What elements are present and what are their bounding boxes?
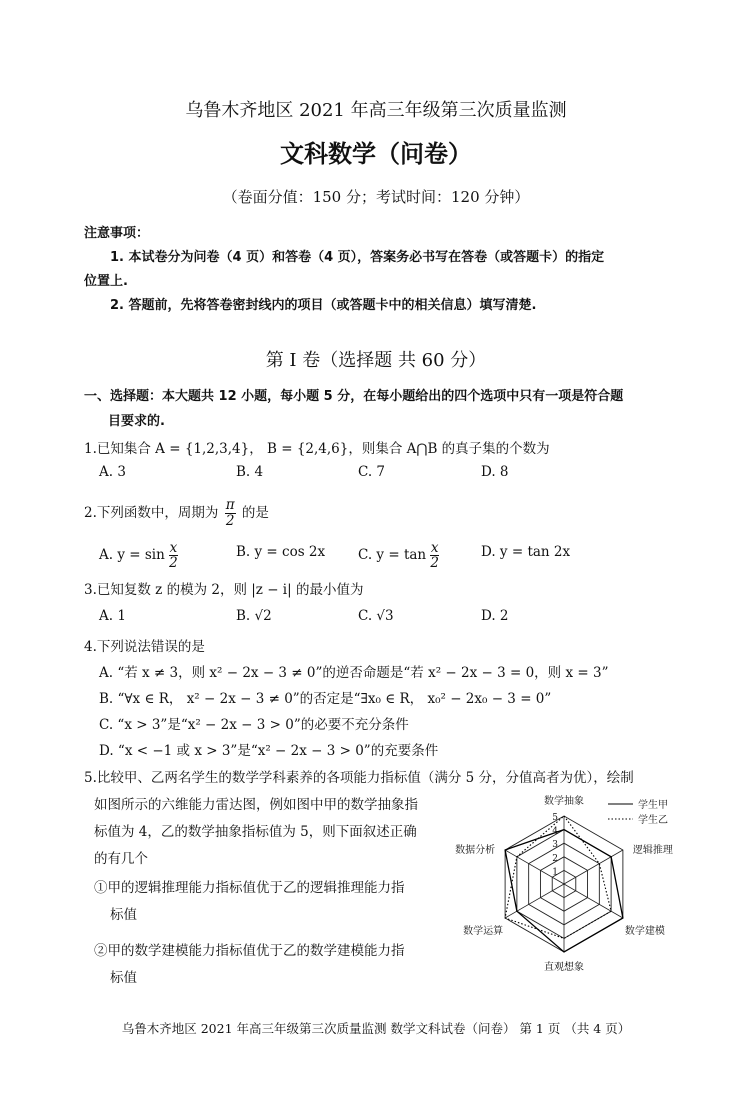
radar-axis-label: 数学抽象 bbox=[544, 796, 584, 807]
section-instructions: 一、选择题：本大题共 12 小题，每小题 5 分，在每小题给出的四个选项中只有一项是符合题 bbox=[84, 389, 624, 404]
q5-stem-c: 标值为 4，乙的数学抽象指标值为 5，则下面叙述正确 bbox=[94, 824, 417, 840]
q2-period-fraction bbox=[225, 498, 236, 529]
q2-stem-a: 2.下列函数中，周期为 bbox=[84, 505, 219, 521]
q2-option-c bbox=[358, 541, 439, 570]
radar-axis-label: 逻辑推理 bbox=[632, 845, 673, 856]
radar-tick-label: 5 bbox=[552, 813, 558, 823]
radar-spoke-2 bbox=[564, 850, 623, 884]
notes-heading: 注意事项： bbox=[84, 226, 150, 241]
q3-option-a: A. 1 bbox=[99, 608, 126, 624]
notes-item-2: 2. 答题前，先将答卷密封线内的项目（或答题卡中的相关信息）填写清楚. bbox=[110, 298, 537, 313]
q3-option-c: C. √3 bbox=[358, 608, 394, 624]
q3-option-b: B. √2 bbox=[236, 608, 272, 624]
radar-tick-label: 1 bbox=[552, 867, 558, 878]
q2-option-c-text: C. y = tan bbox=[358, 547, 427, 563]
q4-option-b: B. “∀x ∈ R， x² − 2x − 3 ≠ 0”的否定是“∃x₀ ∈ R， x₀² − 2x₀ − 3 = 0” bbox=[99, 691, 552, 707]
section-title: 第 I 卷（选择题 共 60 分） bbox=[265, 350, 487, 371]
radar-tick-label: 3 bbox=[552, 840, 558, 851]
q1-option-d: D. 8 bbox=[481, 464, 509, 480]
q2-stem-b: 的是 bbox=[241, 505, 269, 521]
q1-option-c: C. 7 bbox=[358, 464, 386, 480]
exam-meta: （卷面分值：150 分；考试时间：120 分钟） bbox=[222, 188, 530, 206]
radar-chart bbox=[450, 792, 700, 978]
q5-stem: 5.比较甲、乙两名学生的数学学科素养的各项能力指标值（满分 5 分，分值高者为优），绘制 bbox=[84, 770, 634, 786]
radar-tick-label: 2 bbox=[552, 853, 558, 864]
q2-frac-num: π bbox=[225, 497, 235, 513]
q4-option-d: D. “x < −1 或 x > 3”是“x² − 2x − 3 > 0”的充要条件 bbox=[99, 743, 439, 759]
radar-spoke-3 bbox=[564, 884, 623, 918]
q2-a-frac-den: 2 bbox=[169, 555, 178, 571]
section-instructions-cont: 目要求的. bbox=[108, 414, 165, 429]
q2-frac-den: 2 bbox=[225, 513, 235, 529]
q4-option-a: A. “若 x ≠ 3，则 x² − 2x − 3 ≠ 0”的逆否命题是“若 x² − 2x − 3 = 0，则 x = 3” bbox=[99, 665, 609, 681]
q5-stem-d: 的有几个 bbox=[94, 851, 148, 867]
q2-option-c-fraction bbox=[430, 541, 439, 570]
q2-option-b: B. y = cos 2x bbox=[236, 544, 326, 560]
radar-axis-label: 数据分析 bbox=[455, 845, 496, 856]
radar-axis-label: 直观想象 bbox=[544, 962, 584, 973]
exam-title: 乌鲁木齐地区 2021 年高三年级第三次质量监测 bbox=[185, 100, 567, 121]
q5-stem-b: 如图所示的六维能力雷达图，例如图中甲的数学抽象指 bbox=[94, 797, 418, 813]
q2-a-frac-num: x bbox=[169, 540, 178, 556]
radar-axis-label: 数学运算 bbox=[463, 926, 504, 937]
q2-stem bbox=[84, 498, 269, 529]
q2-option-d: D. y = tan 2x bbox=[481, 544, 571, 560]
q2-option-a bbox=[99, 541, 178, 570]
page-footer: 乌鲁木齐地区 2021 年高三年级第三次质量监测 数学文科试卷（问卷） 第 1 页 （共 4 页） bbox=[121, 1021, 631, 1036]
q5-statement-2: ②甲的数学建模能力指标值优于乙的数学建模能力指 bbox=[94, 943, 405, 959]
q4-option-c: C. “x > 3”是“x² − 2x − 3 > 0”的必要不充分条件 bbox=[99, 717, 409, 733]
q4-stem: 4.下列说法错误的是 bbox=[84, 639, 205, 655]
legend-label: 学生乙 bbox=[638, 815, 668, 826]
q2-c-frac-num: x bbox=[430, 540, 439, 556]
subject-title: 文科数学（问卷） bbox=[280, 139, 472, 168]
q2-c-frac-den: 2 bbox=[430, 555, 440, 571]
legend-label: 学生甲 bbox=[638, 800, 668, 811]
q3-option-d: D. 2 bbox=[481, 608, 509, 624]
notes-item-1: 1. 本试卷分为问卷（4 页）和答卷（4 页），答案务必书写在答卷（或答题卡）的指定 bbox=[110, 250, 605, 265]
q1-stem: 1.已知集合 A = {1,2,3,4}， B = {2,4,6}，则集合 A⋂B 的真子集的个数为 bbox=[84, 441, 550, 457]
radar-spoke-5 bbox=[505, 884, 564, 918]
q1-option-b: B. 4 bbox=[236, 464, 264, 480]
radar-axis-label: 数学建模 bbox=[624, 926, 665, 937]
q5-statement-2-cont: 标值 bbox=[110, 970, 137, 986]
q2-option-a-text: A. y = sin bbox=[99, 547, 165, 563]
q3-stem: 3.已知复数 z 的模为 2，则 |z − i| 的最小值为 bbox=[84, 582, 364, 598]
q1-option-a: A. 3 bbox=[99, 464, 126, 480]
notes-item-1-cont: 位置上. bbox=[84, 274, 128, 289]
radar-tick-label: 4 bbox=[552, 826, 558, 837]
q5-statement-1: ①甲的逻辑推理能力指标值优于乙的逻辑推理能力指 bbox=[94, 880, 405, 896]
q5-statement-1-cont: 标值 bbox=[110, 907, 137, 923]
q2-option-a-fraction bbox=[169, 541, 178, 570]
